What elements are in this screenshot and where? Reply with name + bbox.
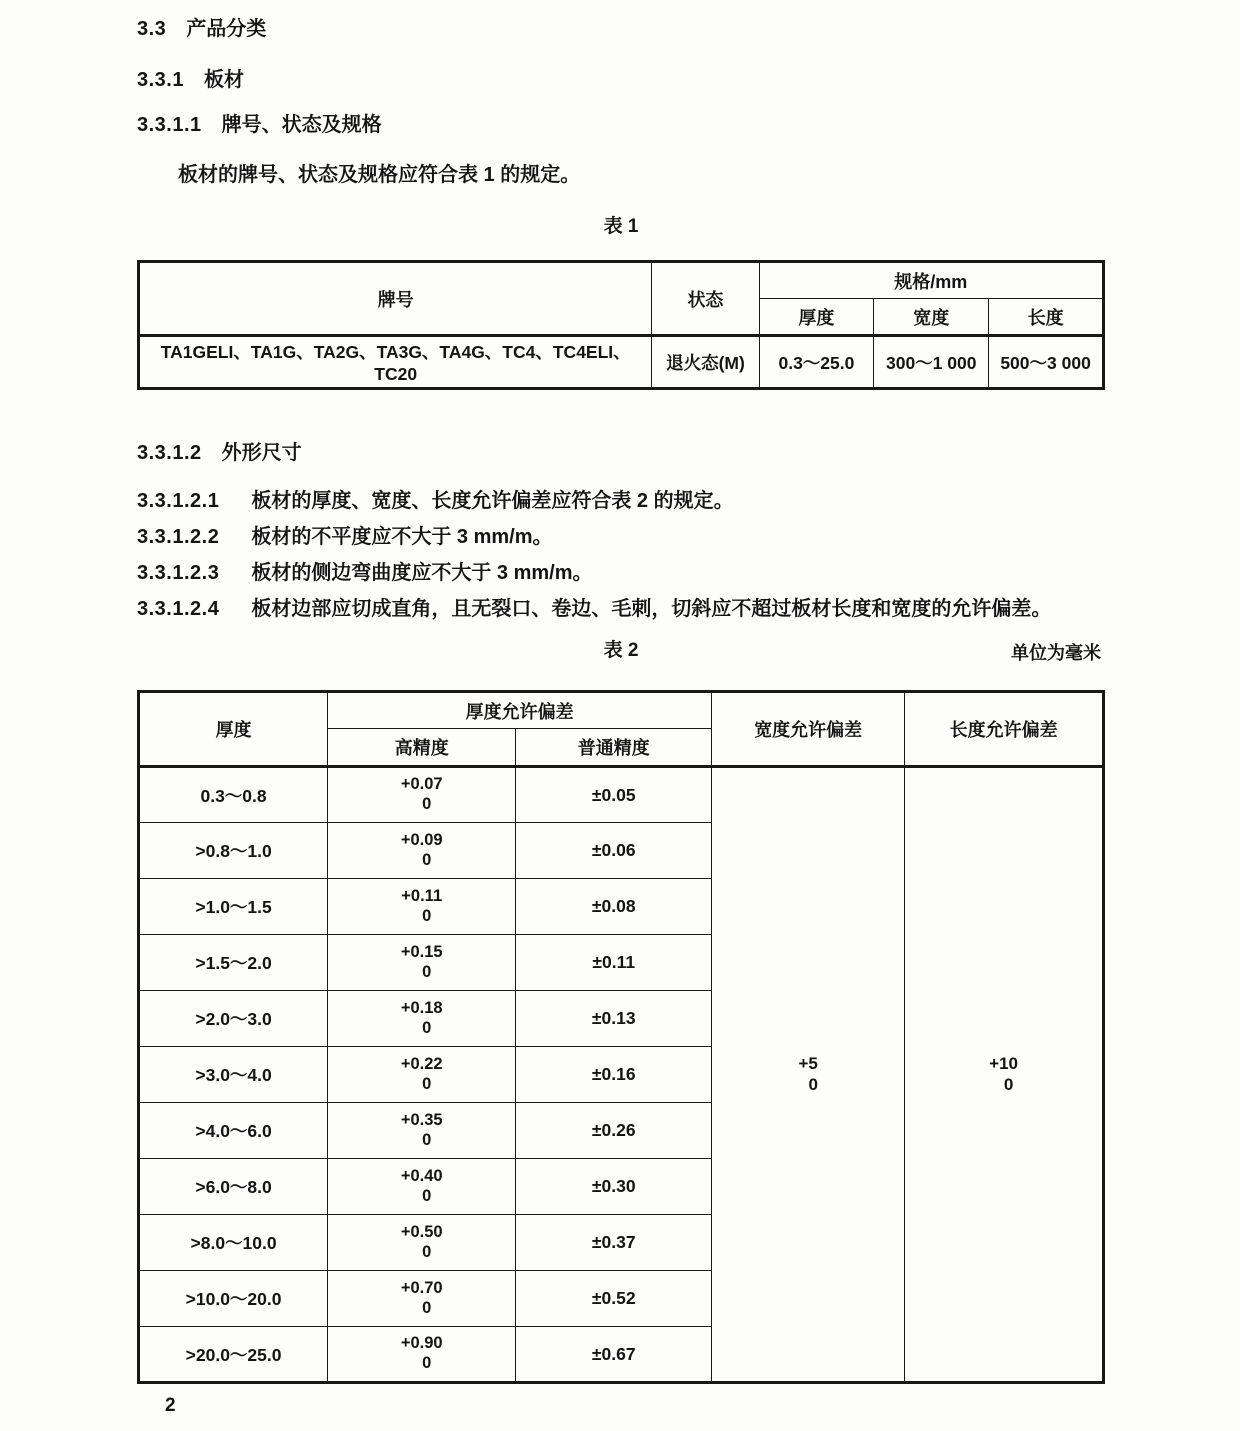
table2 xyxy=(137,690,1105,1384)
table1-caption: 表 1 xyxy=(603,216,639,237)
high-precision-tolerance xyxy=(328,879,516,935)
high-precision-tolerance xyxy=(328,1047,516,1103)
high-precision-tolerance xyxy=(328,1271,516,1327)
section-title: 产品分类 xyxy=(186,18,267,40)
table2-header-normal-precision: 普通精度 xyxy=(516,729,712,767)
normal-precision-tolerance: ±0.11 xyxy=(516,935,712,991)
clause-3-3-1-2-3 xyxy=(137,560,1105,586)
normal-precision-tolerance: ±0.67 xyxy=(516,1327,712,1383)
clause-number: 3.3.1.1 xyxy=(137,114,202,136)
clause-3-3-1-2-1 xyxy=(137,488,1105,514)
section-title: 板材 xyxy=(203,69,244,91)
table2-row xyxy=(139,767,1104,823)
tolerance-stack: +0.07 0 xyxy=(400,775,443,813)
normal-precision-tolerance: ±0.52 xyxy=(516,1271,712,1327)
high-precision-tolerance xyxy=(328,935,516,991)
high-precision-tolerance xyxy=(328,1215,516,1271)
thickness-range: >3.0～4.0 xyxy=(139,1047,328,1103)
thickness-range: 0.3～0.8 xyxy=(139,767,328,823)
clause-3-3-1-2-2 xyxy=(137,524,1105,550)
clause-number: 3.3.1.2 xyxy=(137,442,202,464)
table1-cell-grades: TA1GELI、TA1G、TA2G、TA3G、TA4G、TC4、TC4ELI、TC20 xyxy=(139,336,652,389)
tolerance-stack: +0.90 0 xyxy=(400,1334,443,1372)
clause-number: 3.3.1.2.3 xyxy=(137,562,220,584)
clause-number: 3.3.1.2.4 xyxy=(137,598,220,620)
normal-precision-tolerance: ±0.37 xyxy=(516,1215,712,1271)
tolerance-stack: +5 0 xyxy=(798,1054,818,1094)
thickness-range: >2.0～3.0 xyxy=(139,991,328,1047)
table1 xyxy=(137,260,1105,390)
table1-cell-condition: 退火态(M) xyxy=(652,336,759,389)
table2-header-thickness: 厚度 xyxy=(139,692,328,767)
table2-header-thickness-tol: 厚度允许偏差 xyxy=(328,692,712,729)
table2-header-length-tol: 长度允许偏差 xyxy=(905,692,1104,767)
tolerance-stack: +0.70 0 xyxy=(400,1278,443,1317)
thickness-range: >0.8～1.0 xyxy=(139,823,328,879)
table2-header-high-precision: 高精度 xyxy=(328,729,516,767)
high-precision-tolerance xyxy=(328,991,516,1047)
table1-cell-length: 500～3 000 xyxy=(989,336,1104,389)
clause-number: 3.3.1.2.1 xyxy=(137,490,220,512)
section-heading-3-3-1-1 xyxy=(137,112,1105,138)
normal-precision-tolerance: ±0.13 xyxy=(516,991,712,1047)
normal-precision-tolerance: ±0.08 xyxy=(516,879,712,935)
table2-unit-note: 单位为毫米 xyxy=(1011,643,1101,663)
tolerance-stack: +0.40 0 xyxy=(400,1166,443,1205)
normal-precision-tolerance: ±0.30 xyxy=(516,1159,712,1215)
clause-number: 3.3.1.2.2 xyxy=(137,526,220,548)
high-precision-tolerance xyxy=(328,767,516,823)
clause-text: 板材的侧边弯曲度应不大于 3 mm/m。 xyxy=(251,562,593,584)
normal-precision-tolerance: ±0.06 xyxy=(516,823,712,879)
section-title: 外形尺寸 xyxy=(221,442,302,464)
intro-paragraph: 板材的牌号、状态及规格应符合表 1 的规定。 xyxy=(178,164,581,186)
thickness-range: >1.5～2.0 xyxy=(139,935,328,991)
normal-precision-tolerance: ±0.26 xyxy=(516,1103,712,1159)
section-title: 牌号、状态及规格 xyxy=(221,114,382,136)
section-heading-3-3-1 xyxy=(137,67,1105,93)
tolerance-stack: +0.11 0 xyxy=(401,886,443,925)
clause-text: 板材的厚度、宽度、长度允许偏差应符合表 2 的规定。 xyxy=(251,490,734,512)
clause-text: 板材的不平度应不大于 3 mm/m。 xyxy=(251,526,553,548)
clause-number: 3.3.1 xyxy=(137,69,184,91)
tolerance-stack: +0.15 0 xyxy=(400,942,443,981)
table2-header-width-tol: 宽度允许偏差 xyxy=(712,692,905,767)
thickness-range: >6.0～8.0 xyxy=(139,1159,328,1215)
tolerance-stack: +0.18 0 xyxy=(400,998,443,1037)
thickness-range: >20.0～25.0 xyxy=(139,1327,328,1383)
table2-caption: 表 2 xyxy=(603,640,639,661)
table1-cell-thickness: 0.3～25.0 xyxy=(759,336,874,389)
high-precision-tolerance xyxy=(328,1327,516,1383)
table1-header-spec: 规格/mm xyxy=(759,262,1104,299)
high-precision-tolerance xyxy=(328,1159,516,1215)
section-heading-3-3-1-2 xyxy=(137,440,1105,466)
table1-cell-width: 300～1 000 xyxy=(874,336,989,389)
page-number: 2 xyxy=(165,1395,176,1416)
clause-number: 3.3 xyxy=(137,18,167,40)
table1-row xyxy=(139,336,1104,389)
clause-3-3-1-2-4 xyxy=(137,596,1105,622)
tolerance-stack: +0.50 0 xyxy=(400,1222,443,1261)
tolerance-stack: +0.09 0 xyxy=(400,830,443,869)
thickness-range: >8.0～10.0 xyxy=(139,1215,328,1271)
table1-header-condition: 状态 xyxy=(652,262,759,336)
tolerance-stack: +0.22 0 xyxy=(400,1054,443,1093)
table1-header-thickness: 厚度 xyxy=(759,299,874,336)
normal-precision-tolerance: ±0.16 xyxy=(516,1047,712,1103)
thickness-range: >4.0～6.0 xyxy=(139,1103,328,1159)
tolerance-stack: +0.35 0 xyxy=(400,1110,443,1149)
normal-precision-tolerance: ±0.05 xyxy=(516,767,712,823)
thickness-range: >10.0～20.0 xyxy=(139,1271,328,1327)
table1-header-width: 宽度 xyxy=(874,299,989,336)
high-precision-tolerance xyxy=(328,823,516,879)
table2-caption-row xyxy=(137,638,1105,664)
width-tolerance-cell xyxy=(712,767,905,1383)
high-precision-tolerance xyxy=(328,1103,516,1159)
clause-text: 板材边部应切成直角，且无裂口、卷边、毛刺，切斜应不超过板材长度和宽度的允许偏差。 xyxy=(251,598,1052,620)
table1-header-length: 长度 xyxy=(989,299,1104,336)
section-heading-3-3 xyxy=(137,16,1105,42)
tolerance-stack: +10 0 xyxy=(989,1054,1019,1094)
table1-header-grade: 牌号 xyxy=(139,262,652,336)
thickness-range: >1.0～1.5 xyxy=(139,879,328,935)
length-tolerance-cell xyxy=(905,767,1104,1383)
